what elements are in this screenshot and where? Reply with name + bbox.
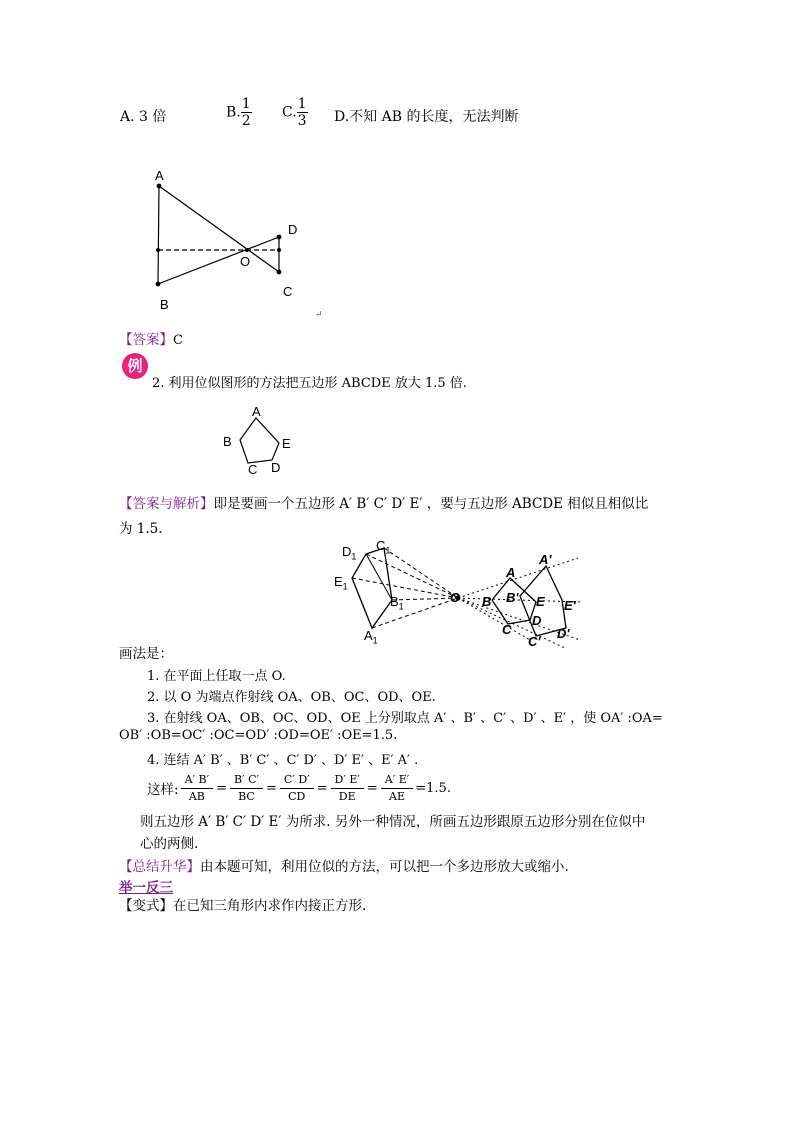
fig2-label-a: A <box>252 404 261 419</box>
fig3-label-e: E <box>536 594 545 609</box>
answer-line <box>119 328 183 348</box>
conclusion-line2: 心的两侧. <box>140 836 199 852</box>
fig3-label-o: O <box>450 590 461 605</box>
segment-ac <box>159 186 279 272</box>
variant-text: 在已知三角形内求作内接正方形. <box>173 898 367 914</box>
analysis-tag: 【答案与解析】 <box>119 496 214 512</box>
ray-d1 <box>366 554 458 598</box>
option-c-prefix: C. <box>282 104 297 121</box>
segment-ab <box>158 186 159 284</box>
fig3-label-a1: $A_1$ <box>364 628 378 646</box>
method-step-2: 2. 以 O 为端点作射线 OA、OB、OC、OD、OE. <box>147 690 436 705</box>
fig1-label-b: B <box>160 297 169 312</box>
fig3-label-c: C <box>502 622 512 637</box>
fig3-label-d-prime: D' <box>557 626 570 641</box>
fraction-5 <box>381 772 413 805</box>
summary-line <box>119 855 569 875</box>
segment-bd <box>158 237 279 284</box>
fig1-label-o: O <box>240 254 251 269</box>
fraction-3-den: CD <box>288 789 306 803</box>
fraction-2-den: BC <box>238 789 255 803</box>
fraction-4-num: D′ E′ <box>331 772 364 789</box>
fraction-1-den: AB <box>188 789 205 803</box>
fraction-2-num: B′ C′ <box>230 772 263 789</box>
fig2-label-b: B <box>223 434 232 449</box>
ray-a1 <box>372 598 458 628</box>
fraction-1-num: A′ B′ <box>181 772 214 789</box>
option-b <box>226 96 252 129</box>
example-title: 2. 利用位似图形的方法把五边形 ABCDE 放大 1.5 倍. <box>152 376 467 391</box>
method-step-3a: 3. 在射线 OA、OB、OC、OD、OE 上分别取点 A′ 、B′ 、C′ 、D′ 、E′ ，使 OA′ :OA= <box>147 711 663 726</box>
method-step-4: 4. 连结 A′ B′ 、B′ C′ 、C′ D′ 、D′ E′ 、E′ A′ . <box>147 753 419 768</box>
fig3-label-e-prime: E' <box>564 598 576 613</box>
option-c <box>282 96 308 129</box>
fig2-label-c: C <box>248 462 258 477</box>
analysis-line2: 为 1.5. <box>119 521 163 537</box>
method-step-1: 1. 在平面上任取一点 O. <box>147 669 286 684</box>
fraction-4 <box>331 772 364 805</box>
option-b-numerator: 1 <box>241 96 251 112</box>
fig3-label-c1: $C_1$ <box>376 538 391 556</box>
ray-oc <box>458 598 530 640</box>
fig1-label-c: C <box>283 284 293 299</box>
method-heading: 画法是： <box>119 646 173 662</box>
answer-tag: 【答案】 <box>119 332 173 348</box>
option-c-denominator: 3 <box>297 113 307 129</box>
fraction-5-num: A′ E′ <box>381 772 413 789</box>
point-c <box>277 270 282 275</box>
practice-heading: 举一反三 <box>119 880 173 896</box>
fig3-label-a: A <box>506 565 516 580</box>
pentagon-abcde <box>240 418 279 463</box>
fig3-label-b1: $B_1$ <box>390 594 404 612</box>
conclusion-line1: 则五边形 A′ B′ C′ D′ E′ 为所求. 另外一种情况，所画五边形跟原五边形分别在位似中 <box>140 814 646 830</box>
point-a <box>157 184 162 189</box>
figure-pentagon <box>230 400 310 480</box>
option-b-denominator: 2 <box>241 113 251 129</box>
answer-value: C <box>173 333 183 348</box>
fig2-label-e: E <box>282 436 291 451</box>
point-b <box>156 282 161 287</box>
option-b-fraction <box>241 96 252 129</box>
fig3-label-a-prime: A' <box>539 552 552 567</box>
summary-text: 由本题可知，利用位似的方法，可以把一个多边形放大或缩小. <box>200 859 569 875</box>
analysis-line1 <box>119 492 648 512</box>
eq-prefix: 这样: <box>147 782 179 798</box>
fraction-5-den: AE <box>389 789 406 803</box>
method-step-3b: OB′ :OB=OC′ :OC=OD′ :OD=OE′ :OE=1.5. <box>119 728 398 743</box>
fig3-label-b-prime: B' <box>506 590 519 605</box>
pentagon-a1b1c1d1e1 <box>352 548 392 628</box>
fraction-3 <box>280 772 314 805</box>
variant-tag: 【变式】 <box>119 898 173 914</box>
ratio-equation: 这样: $\frac{A' B'}{AB}$ = $\frac{B' C'}{BC}$ = $\frac{C' D'}{CD}$ = $\frac{D' E'}{DE}$ = $\frac{A' E'}{AE}$ =1.5. <box>147 772 451 803</box>
fig3-label-e1: $E_1$ <box>334 574 348 592</box>
eq-result: =1.5. <box>415 780 451 796</box>
point-o <box>245 248 249 252</box>
option-c-numerator: 1 <box>297 96 307 112</box>
fraction-3-num: C′ D′ <box>280 772 314 789</box>
fig1-label-a: A <box>155 168 164 183</box>
ray-c1 <box>384 548 458 598</box>
analysis-text-1: 即是要画一个五边形 A′ B′ C′ D′ E′ ，要与五边形 ABCDE 相似且相似比 <box>213 496 649 512</box>
point-mid-cd <box>277 248 281 252</box>
fig3-label-d1: $D_1$ <box>342 544 357 562</box>
fraction-1 <box>181 772 214 805</box>
fig1-label-d: D <box>288 222 298 237</box>
fig2-label-d: D <box>271 460 281 475</box>
option-d: D.不知 AB 的长度，无法判断 <box>334 109 519 125</box>
option-c-fraction <box>297 96 308 129</box>
summary-tag: 【总结升华】 <box>119 859 200 875</box>
fig3-label-b: B <box>482 594 492 609</box>
fig3-label-d: D <box>532 613 542 628</box>
variant-line <box>119 894 366 914</box>
fig3-label-c-prime: C' <box>528 634 541 649</box>
point-mid-ab <box>156 248 160 252</box>
example-badge: 例 <box>122 353 148 379</box>
option-b-prefix: B. <box>226 104 241 121</box>
option-a: A. 3 倍 <box>120 109 167 125</box>
point-d <box>277 235 282 240</box>
fraction-2 <box>230 772 263 805</box>
paragraph-mark: ↵ <box>315 310 323 320</box>
fraction-4-den: DE <box>338 789 356 803</box>
ray-e1 <box>352 578 458 598</box>
